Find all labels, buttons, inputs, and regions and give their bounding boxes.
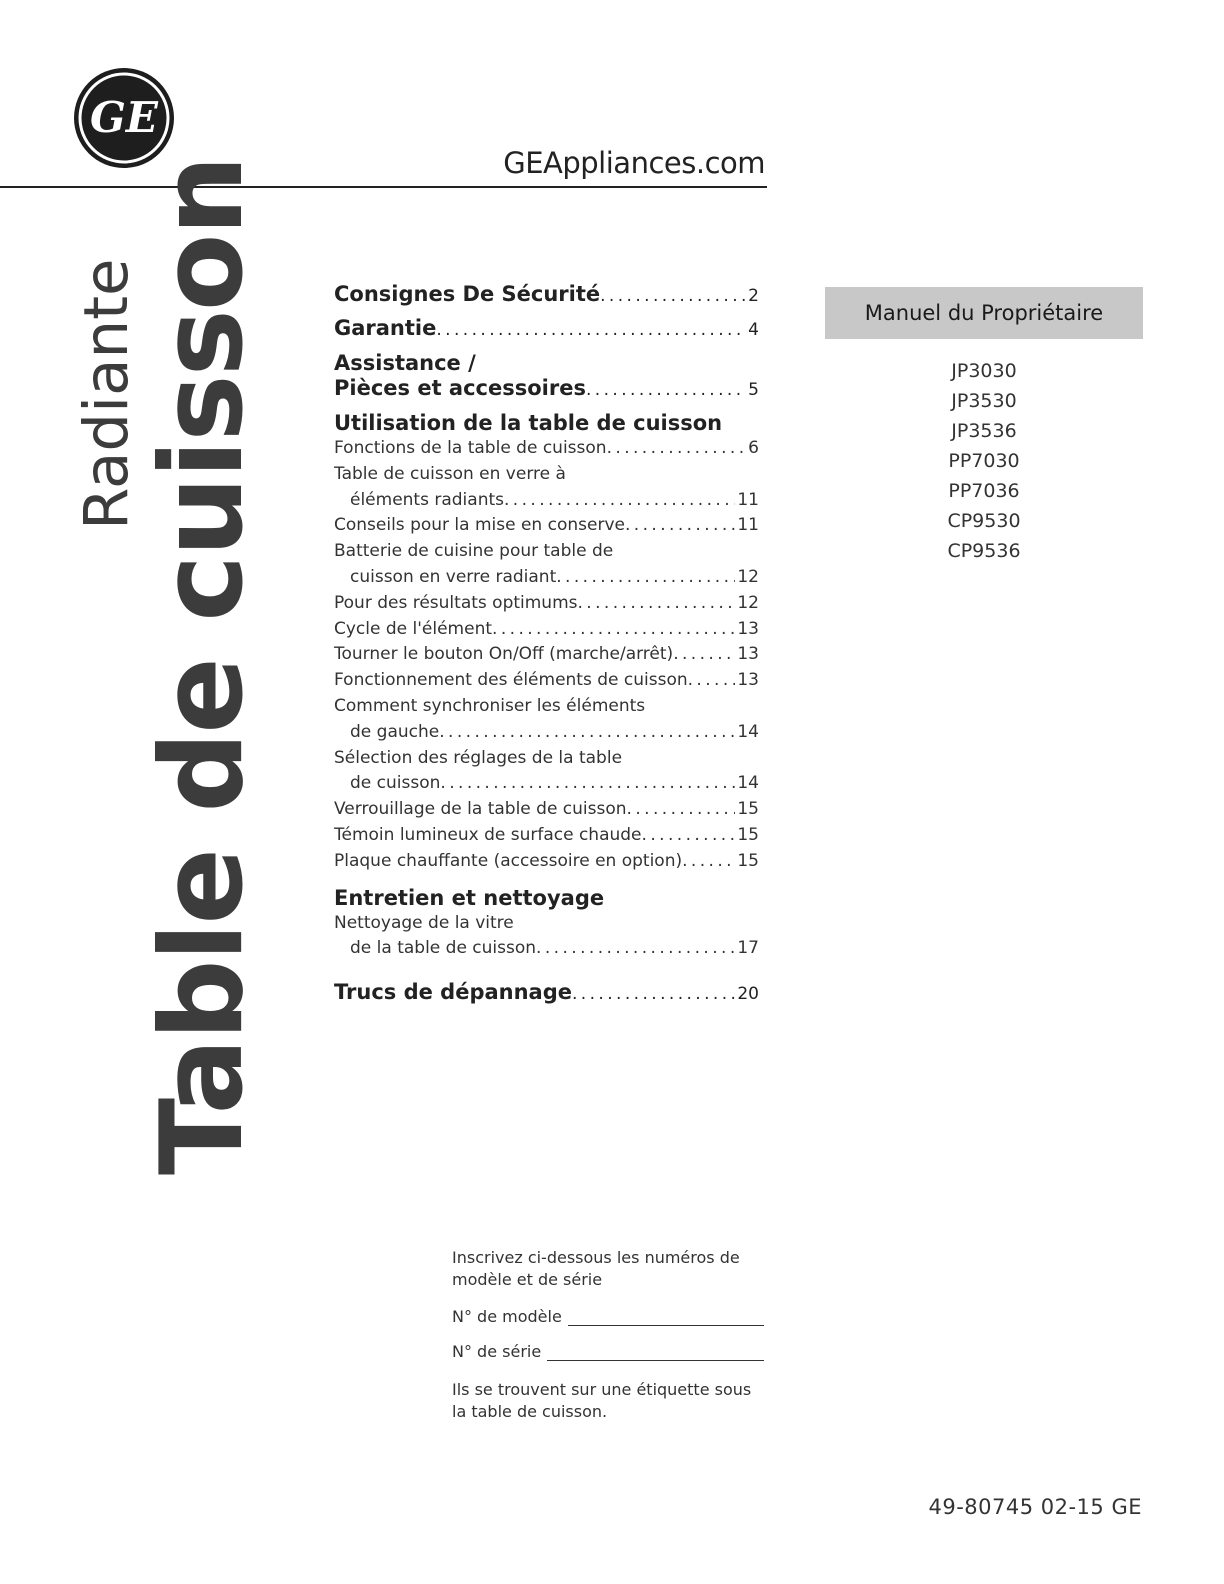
toc-label: Tourner le bouton On/Off (marche/arrêt)	[334, 644, 674, 665]
toc-item-line1: Table de cuisson en verre à	[334, 463, 566, 484]
toc-page: 15	[737, 824, 759, 845]
toc-label: de cuisson	[350, 773, 441, 794]
toc-item[interactable]	[334, 823, 759, 849]
toc-page: 2	[748, 286, 759, 306]
toc-page: 15	[737, 850, 759, 871]
toc-page: 13	[737, 670, 759, 691]
toc-item-line1: Comment synchroniser les éléments	[334, 695, 646, 716]
toc-item[interactable]	[334, 936, 759, 962]
dot-leader	[586, 380, 746, 400]
model-number-field[interactable]	[568, 1307, 764, 1326]
model-number: CP9536	[947, 540, 1021, 562]
model-field-row	[452, 1307, 764, 1326]
toc-item[interactable]	[334, 797, 759, 823]
dot-leader	[556, 565, 735, 591]
dot-leader	[600, 286, 746, 306]
owners-manual-banner: Manuel du Propriétaire	[825, 287, 1143, 339]
dot-leader	[572, 984, 735, 1004]
toc-page: 5	[748, 380, 759, 400]
toc-label: Consignes De Sécurité	[334, 282, 601, 306]
dot-leader	[504, 488, 735, 514]
toc-label: Pour des résultats optimums	[334, 592, 578, 613]
dot-leader	[688, 668, 736, 694]
serial-intro: Inscrivez ci-dessous les numéros de modèle et de série	[452, 1248, 740, 1289]
toc-page: 17	[737, 938, 759, 959]
dot-leader	[578, 591, 736, 617]
toc-item-line1: Nettoyage de la vitre	[334, 912, 514, 933]
model-number: CP9530	[947, 510, 1021, 532]
toc-label: Trucs de dépannage	[334, 980, 572, 1005]
dot-leader	[536, 936, 735, 962]
toc-trucs[interactable]	[334, 980, 759, 1004]
toc-label: Pièces et accessoires	[334, 376, 586, 400]
toc-page: 13	[737, 644, 759, 665]
dot-leader	[436, 320, 746, 340]
model-number: PP7036	[948, 480, 1020, 502]
toc-item[interactable]	[334, 617, 759, 643]
dot-leader	[440, 771, 735, 797]
toc-garantie[interactable]	[334, 316, 759, 340]
toc-page: 15	[737, 799, 759, 820]
toc-assistance-line1: Assistance /	[334, 351, 476, 375]
logo-text: GE	[90, 93, 158, 142]
toc-assistance[interactable]	[334, 376, 759, 400]
toc-item[interactable]	[334, 513, 759, 539]
model-number: PP7030	[948, 450, 1020, 472]
toc-label: cuisson en verre radiant	[350, 566, 557, 587]
toc-entretien-heading: Entretien et nettoyage	[334, 885, 605, 910]
toc-page: 11	[737, 515, 759, 536]
serial-info	[452, 1247, 764, 1423]
model-number: JP3030	[951, 360, 1017, 382]
dot-leader	[607, 436, 747, 462]
toc-item[interactable]	[334, 668, 759, 694]
dot-leader	[642, 823, 736, 849]
document-number: 49-80745 02-15 GE	[928, 1495, 1142, 1519]
toc-item-line1: Batterie de cuisine pour table de	[334, 541, 614, 562]
toc-label: de la table de cuisson	[350, 938, 537, 959]
toc-label: Garantie	[334, 316, 437, 340]
toc-item[interactable]	[334, 720, 759, 746]
serial-field-label: N° de série	[452, 1342, 542, 1361]
toc-label: Fonctionnement des éléments de cuisson	[334, 670, 688, 691]
dot-leader	[625, 513, 735, 539]
header-rule	[0, 186, 767, 188]
toc-item[interactable]	[334, 565, 759, 591]
toc-label: Témoin lumineux de surface chaude	[334, 824, 642, 845]
toc-item[interactable]	[334, 591, 759, 617]
toc-page: 14	[737, 773, 759, 794]
toc-utilisation-heading: Utilisation de la table de cuisson	[334, 411, 723, 435]
model-field-label: N° de modèle	[452, 1307, 562, 1326]
model-number: JP3530	[951, 390, 1017, 412]
toc-label: de gauche	[350, 721, 440, 742]
toc-page: 13	[737, 618, 759, 639]
subtitle-vertical: Radiante	[71, 258, 142, 530]
model-number: JP3536	[951, 420, 1017, 442]
toc-page: 14	[737, 721, 759, 742]
dot-leader	[627, 797, 736, 823]
serial-field-row	[452, 1342, 764, 1361]
toc-label: Plaque chauffante (accessoire en option)	[334, 850, 683, 871]
dot-leader	[439, 720, 735, 746]
toc-page: 12	[737, 566, 759, 587]
toc-label: Fonctions de la table de cuisson	[334, 438, 607, 458]
dot-leader	[492, 617, 735, 643]
toc-label: Verrouillage de la table de cuisson	[334, 799, 627, 820]
toc-label: éléments radiants	[350, 489, 504, 510]
toc-item-line1: Sélection des réglages de la table	[334, 747, 623, 768]
site-url[interactable]: GEAppliances.com	[503, 146, 765, 180]
toc-item[interactable]	[334, 771, 759, 797]
toc-item[interactable]	[334, 488, 759, 514]
toc-consignes[interactable]	[334, 282, 759, 306]
serial-note: Ils se trouvent sur une étiquette sous la table de cuisson.	[452, 1380, 752, 1421]
toc-label: Conseils pour la mise en conserve	[334, 515, 625, 536]
toc-page: 4	[748, 320, 759, 340]
ge-logo	[72, 66, 176, 170]
toc-page: 11	[737, 489, 759, 510]
serial-number-field[interactable]	[547, 1342, 764, 1361]
title-vertical: Table de cuisson	[136, 157, 268, 1175]
dot-leader	[682, 849, 735, 875]
model-list	[910, 356, 1058, 566]
dot-leader	[673, 642, 735, 668]
table-of-contents	[334, 282, 759, 1004]
toc-page: 6	[748, 438, 759, 458]
toc-page: 20	[737, 984, 759, 1005]
toc-item[interactable]	[334, 436, 759, 462]
toc-item[interactable]	[334, 642, 759, 668]
toc-item[interactable]	[334, 849, 759, 875]
toc-page: 12	[737, 592, 759, 613]
toc-label: Cycle de l'élément	[334, 618, 493, 639]
